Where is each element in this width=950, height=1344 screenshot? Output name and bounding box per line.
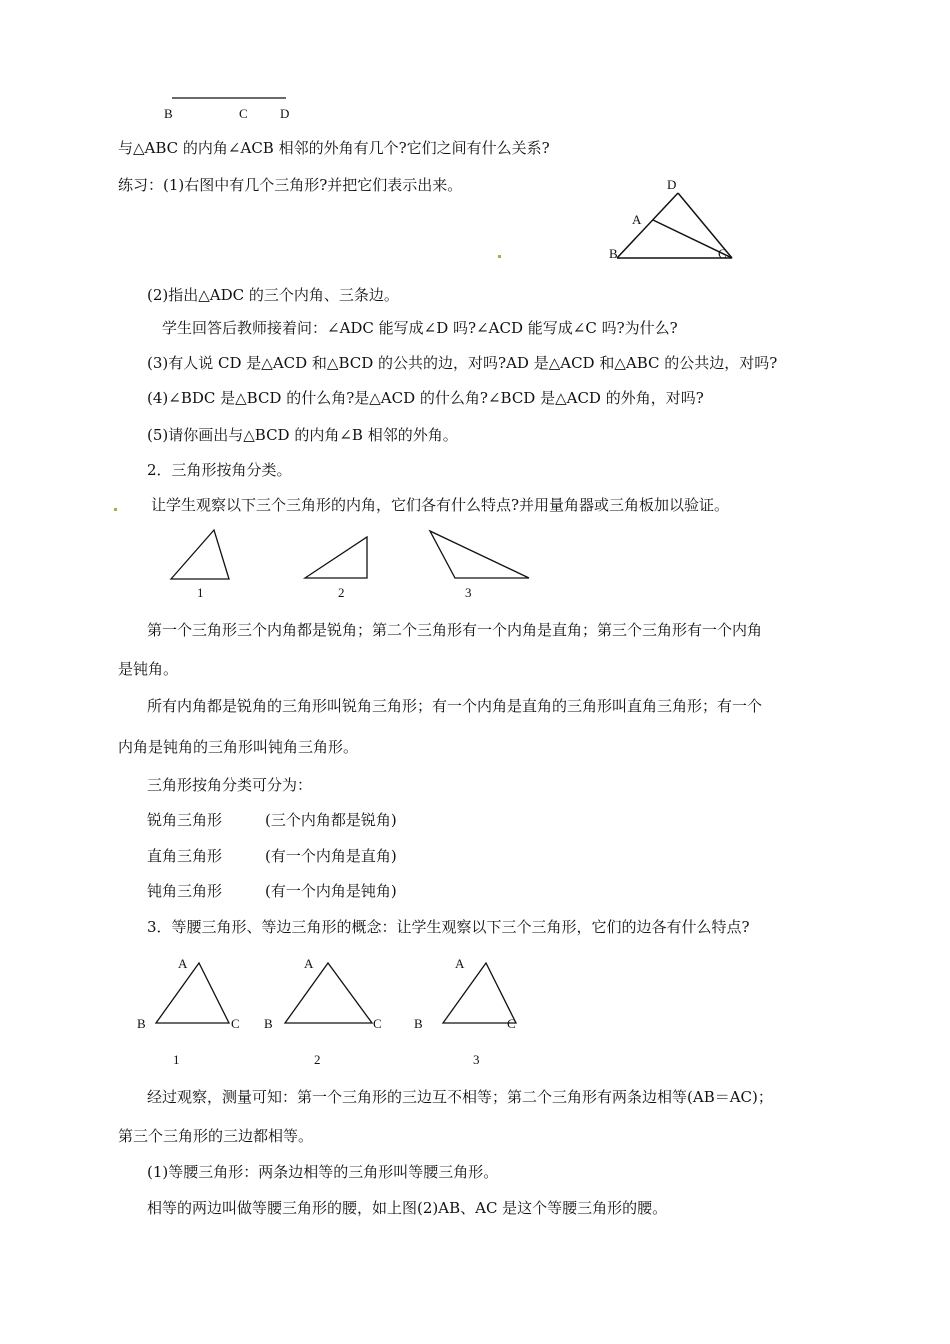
equilateral-triangle (443, 963, 516, 1023)
class-desc-right: (有一个内角是直角) (265, 847, 397, 865)
label-1: 1 (173, 1052, 180, 1067)
obtuse-triangle (430, 531, 529, 578)
scalene-triangle (156, 963, 229, 1023)
label-c: C (507, 1016, 516, 1031)
isosceles-triangle (285, 963, 372, 1023)
label-a: A (632, 212, 642, 227)
label-c: C (718, 246, 727, 261)
section-heading-2: 2．三角形按角分类。 (147, 461, 292, 479)
label-d: D (667, 177, 677, 192)
exercise-3: (3)有人说 CD 是△ACD 和△BCD 的公共的边，对吗?AD 是△ACD 和△ABC 的公共边，对吗? (147, 354, 778, 372)
label-b: B (164, 106, 173, 121)
section-heading-3: 3．等腰三角形、等边三角形的概念：让学生观察以下三个三角形，它们的边各有什么特点? (147, 918, 750, 936)
exercise-2: (2)指出△ADC 的三个内角、三条边。 (147, 286, 399, 304)
decorative-dot (114, 508, 117, 511)
label-1: 1 (197, 585, 204, 600)
class-desc-obtuse: (有一个内角是钝角) (265, 882, 397, 900)
definition-legs: 相等的两边叫做等腰三角形的腰，如上图(2)AB、AC 是这个等腰三角形的腰。 (147, 1199, 668, 1217)
class-name-obtuse: 钝角三角形 (147, 882, 223, 900)
class-desc-acute: (三个内角都是锐角) (265, 811, 397, 829)
label-a: A (304, 956, 314, 971)
label-b: B (137, 1016, 146, 1031)
class-name-right: 直角三角形 (147, 847, 223, 865)
label-2: 2 (338, 585, 345, 600)
paragraph-line: 内角是钝角的三角形叫钝角三角形。 (118, 738, 359, 756)
label-c: C (231, 1016, 240, 1031)
exercise-4: (4)∠BDC 是△BCD 的什么角?是△ACD 的什么角?∠BCD 是△ACD 的外角，对吗? (147, 389, 704, 407)
acute-triangle (171, 530, 229, 579)
label-c: C (373, 1016, 382, 1031)
label-c: C (239, 106, 248, 121)
exercise-1: 练习：(1)右图中有几个三角形?并把它们表示出来。 (118, 176, 463, 194)
paragraph-line: 第三个三角形的三边都相等。 (118, 1127, 314, 1145)
paragraph-line: 经过观察，测量可知：第一个三角形的三边互不相等；第二个三角形有两条边相等(AB＝AC)； (147, 1088, 773, 1106)
classification-intro: 三角形按角分类可分为： (147, 776, 313, 794)
right-triangle (305, 537, 367, 578)
label-a: A (455, 956, 465, 971)
observe-instruction: 让学生观察以下三个三角形的内角，它们各有什么特点?并用量角器或三角板加以验证。 (151, 496, 730, 514)
label-b: B (609, 246, 618, 261)
paragraph-line: 第一个三角形三个内角都是锐角；第二个三角形有一个内角是直角；第三个三角形有一个内角 (147, 621, 763, 639)
label-3: 3 (473, 1052, 480, 1067)
paragraph-line: 所有内角都是锐角的三角形叫锐角三角形；有一个内角是直角的三角形叫直角三角形；有一个 (147, 697, 763, 715)
label-3: 3 (465, 585, 472, 600)
label-2: 2 (314, 1052, 321, 1067)
paragraph-line: 是钝角。 (118, 660, 179, 678)
class-name-acute: 锐角三角形 (147, 811, 223, 829)
definition-isosceles: (1)等腰三角形：两条边相等的三角形叫等腰三角形。 (147, 1163, 499, 1181)
label-d: D (280, 106, 290, 121)
teacher-question: 学生回答后教师接着问：∠ADC 能写成∠D 吗?∠ACD 能写成∠C 吗?为什么? (162, 319, 678, 337)
label-a: A (178, 956, 188, 971)
exercise-5: (5)请你画出与△BCD 的内角∠B 相邻的外角。 (147, 426, 458, 444)
decorative-dot (498, 255, 501, 258)
label-b: B (414, 1016, 423, 1031)
question-exterior-angle: 与△ABC 的内角∠ACB 相邻的外角有几个?它们之间有什么关系? (118, 139, 550, 157)
label-b: B (264, 1016, 273, 1031)
